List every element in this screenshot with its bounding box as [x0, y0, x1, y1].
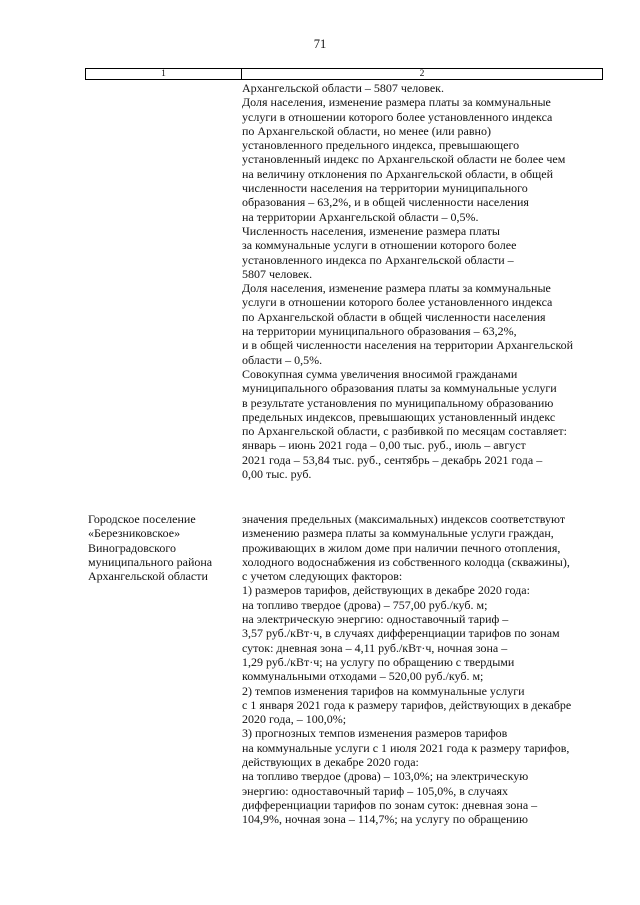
- text-line: численности населения на территории муниципального: [242, 181, 528, 196]
- text-line: образования – 63,2%, и в общей численности населения: [242, 195, 529, 210]
- text-line: установленный индекс по Архангельской области не более чем: [242, 152, 566, 167]
- text-line: услуги в отношении которого более установленного индекса: [242, 109, 553, 124]
- text-line: услуги в отношении которого более установленного индекса: [242, 295, 553, 310]
- text-line: по Архангельской области, но менее (или равно): [242, 123, 491, 138]
- text-line: «Березниковское»: [88, 526, 181, 541]
- text-line: муниципального образования платы за коммунальные услуги: [242, 381, 557, 396]
- table-header-col-2: 2: [419, 69, 425, 79]
- text-line: 1,29 руб./кВт·ч; на услугу по обращению с твердыми: [242, 654, 515, 669]
- text-line: проживающих в жилом доме при наличии печного отопления,: [242, 540, 561, 555]
- text-line: предельных индексов, превышающих установленный индекс: [242, 409, 556, 424]
- text-line: дифференциации тарифов по зонам суток: дневная зона –: [242, 797, 538, 812]
- text-line: в результате установления по муниципальному образованию: [242, 395, 554, 410]
- text-block-continuation: [242, 81, 612, 481]
- text-line: Архангельской области – 5807 человек.: [242, 81, 444, 95]
- text-line: энергию: одноставочный тариф – 105,0%, в случаях: [242, 783, 509, 798]
- text-line: значения предельных (максимальных) индексов соответствуют: [242, 512, 566, 526]
- text-line: установленного индекса по Архангельской области –: [242, 252, 514, 267]
- text-line: Архангельской области: [88, 569, 208, 584]
- text-line: 1) размеров тарифов, действующих в декабре 2020 года:: [242, 583, 530, 598]
- text-line: 104,9%, ночная зона – 114,7%; на услугу по обращению: [242, 812, 528, 827]
- text-line: за коммунальные услуги в отношении которого более: [242, 238, 517, 253]
- text-line: с 1 января 2021 года к размеру тарифов, действующих в декабре: [242, 697, 572, 712]
- text-line: Совокупная сумма увеличения вносимой гражданами: [242, 366, 518, 381]
- text-line: 5807 человек.: [242, 266, 313, 281]
- text-line: 2021 года – 53,84 тыс. руб., сентябрь – декабрь 2021 года –: [242, 452, 543, 467]
- text-line: холодного водоснабжения из собственного колодца (скважины),: [242, 554, 570, 569]
- text-line: муниципального района: [88, 554, 213, 569]
- text-line: Доля населения, изменение размера платы за коммунальные: [242, 281, 551, 296]
- municipality-name: [88, 512, 236, 583]
- text-line: Численность населения, изменение размера платы: [242, 223, 500, 238]
- text-line: 0,00 тыс. руб.: [242, 467, 312, 482]
- text-line: на топливо твердое (дрова) – 103,0%; на электрическую: [242, 769, 529, 784]
- text-line: по Архангельской области в общей численности населения: [242, 309, 546, 324]
- text-line: действующих в декабре 2020 года:: [242, 755, 419, 770]
- table-header-row: [85, 68, 603, 80]
- text-line: Виноградовского: [88, 540, 176, 555]
- text-line: на коммунальные услуги с 1 июля 2021 года к размеру тарифов,: [242, 740, 570, 755]
- text-line: и в общей численности населения на территории Архангельской: [242, 338, 574, 353]
- text-line: на территории муниципального образования – 63,2%,: [242, 324, 517, 339]
- text-line: на электрическую энергию: одноставочный тариф –: [242, 612, 509, 627]
- text-line: на величину отклонения по Архангельской области, в общей: [242, 166, 554, 181]
- text-line: коммунальными отходами – 520,00 руб./куб. м;: [242, 669, 484, 684]
- text-line: 2020 года, – 100,0%;: [242, 712, 347, 727]
- text-line: 2) темпов изменения тарифов на коммунальные услуги: [242, 683, 525, 698]
- text-line: с учетом следующих факторов:: [242, 569, 403, 584]
- text-line: изменению размера платы за коммунальные услуги граждан,: [242, 526, 554, 541]
- table-header-col-1: 1: [86, 69, 242, 79]
- text-line: установленного предельного индекса, превышающего: [242, 138, 520, 153]
- page-number: 71: [313, 37, 327, 51]
- text-line: на территории Архангельской области – 0,5%.: [242, 209, 479, 224]
- text-line: январь – июнь 2021 года – 0,00 тыс. руб., июль – август: [242, 438, 526, 453]
- text-line: суток: дневная зона – 4,11 руб./кВт·ч, ночная зона –: [242, 640, 508, 655]
- text-line: Доля населения, изменение размера платы за коммунальные: [242, 95, 551, 110]
- text-line: области – 0,5%.: [242, 352, 323, 367]
- text-line: 3,57 руб./кВт·ч, в случаях дифференциации тарифов по зонам: [242, 626, 560, 641]
- text-line: Городское поселение: [88, 512, 196, 526]
- text-line: по Архангельской области, с разбивкой по месяцам составляет:: [242, 424, 567, 439]
- text-line: на топливо твердое (дрова) – 757,00 руб./куб. м;: [242, 597, 488, 612]
- text-line: 3) прогнозных темпов изменения размеров тарифов: [242, 726, 508, 741]
- text-block-berezniki: [242, 512, 612, 827]
